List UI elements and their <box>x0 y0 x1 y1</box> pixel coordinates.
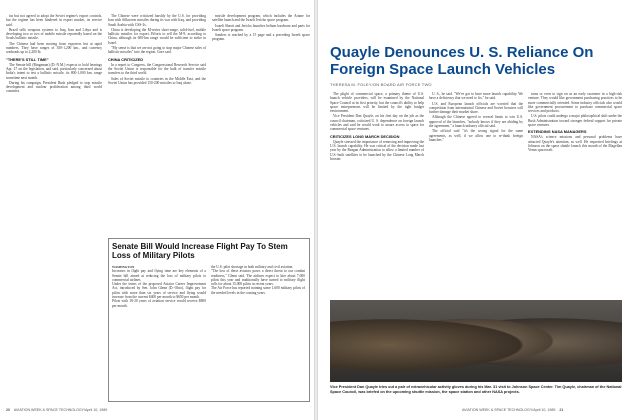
subheading: CHINA CRITICIZED <box>108 56 144 62</box>
right-page-footer <box>462 408 566 412</box>
right-column-2 <box>429 92 523 297</box>
page-number: 21 <box>559 408 564 412</box>
paragraph: Under the terms of the proposed Aviator Career Improvement Act, introduced by Sen. John Glenn (D.-Ohio), flight pay for pilots with more than six years of service and flying would increase from the current $400 per month to $650 per month. <box>112 282 206 300</box>
sidebar-story-column-1 <box>112 265 206 397</box>
left-column-3 <box>212 14 310 232</box>
photo-caption: Vice President Dan Quayle tries out a pair of extravehicular activity gloves during his Mar. 31 visit to Johnson Space Center. Tim Quayle, chairman of the National Space Council, was briefed on the upcoming shuttle mission, the space station and other NASA projects. <box>330 385 622 394</box>
left-column-1 <box>6 14 102 404</box>
paragraph: The Chinese were criticized harshly by the U.S. for providing Iran with Silkworm missiles during its war with Iraq, and providing Saudi Arabia with CSS-2s. <box>108 14 206 27</box>
right-column-3 <box>528 92 622 297</box>
publication-line: AVIATION WEEK & SPACE TECHNOLOGY/April 10, 1989 <box>13 408 108 412</box>
paragraph: "My sense is that we are not going to stop major Chinese sales of ballistic missiles" into the region, Gore said. <box>108 46 206 55</box>
paragraph: NASA's science missions and personal problems have attracted Quayle's attention, as well. He requested briefings at Johnson on the space shuttle launch this month of the Magellan Venus spacecraft. <box>528 135 622 153</box>
article-byline: THERESA M. FOLEY/ON BOARD AIR FORCE TWO <box>330 82 432 87</box>
paragraph: In a report to Congress, the Congressional Research Service said the Soviet Union is responsible for the bulk of transfer missile transfers to the third world. <box>108 62 206 76</box>
publication-line: AVIATION WEEK & SPACE TECHNOLOGY/April 10, 1989 <box>462 408 556 412</box>
right-column-1 <box>330 92 424 297</box>
paragraph: Israeli Shavit and Jericho launches helium hardware and parts for Israeli space program. <box>212 23 310 32</box>
left-page-footer <box>6 408 107 412</box>
subheading: EXTENDING NASA MANAGERS <box>528 129 587 135</box>
sidebar-story-box <box>108 238 310 402</box>
paragraph: U.S. pilots could undergo a major philosophical shift under the Bush Administration toward stronger federal support for private space ventures. <box>528 114 622 128</box>
paragraph: The plight of commercial space, a primary theme of U.S. launch vehicle providers, will be examined by the National Space Council at its first priority, but the council's ability to help space entrepreneurs will be limited by the tight budget environment. <box>330 92 424 114</box>
paragraph: "The loss of these aviators poses a direct threat to our combat readiness," Glenn said. The airlines expect to hire about 7,000 pilots this year and traditionally have turned to military flight rolls for about 15,000 pilots in recent years. <box>211 269 305 287</box>
article-headline: Quayle Denounces U. S. Reliance On Foreign Space Launch Vehicles <box>330 44 594 78</box>
subheading: "THERE'S STILL TIME" <box>6 56 49 62</box>
paragraph: Vice President Dan Quayle, on his first day on the job as the council chairman, criticized U. S. dependence on foreign launch vehicles and said he would work to assure access to space for commercial space ventures. <box>330 114 424 132</box>
paragraph: Sales of Soviet missile to countries in the Middle East, and the Soviet Union has provided 150-200 missiles to Iraq alone. <box>108 76 206 85</box>
sidebar-story-title: Senate Bill Would Increase Flight Pay To Stem Loss of Military Pilots <box>112 242 288 260</box>
paragraph: the U.S. pilot shortage in both military and civil aviation. <box>211 265 294 269</box>
paragraph: Although the Chinese agreed to several limits to win U.S. approval of the launches, "nobody knows if they are abiding by the agreement," a launch industry official said. <box>429 115 523 129</box>
paragraph: Brazil sells weapons systems to Iraq, Iran and Libya and is developing two or two of mobile missile reportedly based on the Scuds ballistic missile. <box>6 27 102 41</box>
subheading: CRITICIZES LONG MARCH DECISION <box>330 133 400 139</box>
paragraph: The Senate bill (Bingaman) (D.-N.M.) expects to hold hearings Apr. 27 on the legislation, and said, particularly concerned about India's intent to test a ballistic missile, its 800-1,000 km. range sometime next month. <box>6 62 102 80</box>
sidebar-story-column-2 <box>211 265 305 397</box>
left-column-2 <box>108 14 206 232</box>
paragraph: During his campaign, President Bush pledged to stop missile development and nuclear proliferation among third world countries. <box>6 80 102 94</box>
paragraph: China is developing the M-series short-range, solid-fuel, mobile ballistic missiles for export. Efforts to sell the M-9, according to China, although its 600-km range would be sufficient to strike in Israel. <box>108 27 206 45</box>
page-gutter <box>314 0 318 420</box>
page-number: 20 <box>6 408 10 412</box>
article-photo <box>330 300 622 382</box>
paragraph: The official said "it's the wrong signal for the same agreements, as well, if we allow one to re-think foreign launches." <box>429 129 523 142</box>
paragraph: Sanders is reached by a 15 page and a preceding Israeli space program. <box>212 33 310 42</box>
paragraph: turns or even to sign on as an early customer in a high-risk venture. They would like government purchasing practices to be more commercially oriented. Some industry officials also would like government procurement to purchase commercial space services and products. <box>528 92 622 114</box>
paragraph: The Chinese had been moving from exporters but at rapid numbers. They have ranges of 350-1,200 km., and currency warheads up to 2,200 lb. <box>6 41 102 55</box>
paragraph: U. S., he said. "We've got to have more launch capability. We have a deficiency that we need to fix," he said. <box>429 92 523 101</box>
paragraph: Pilots with 18-20 years of aviation service would receive $800 per month. <box>112 299 206 308</box>
paragraph: missile development program, which includes the Ariane for satellite launch and the Israeli Jericho space program. <box>212 14 310 23</box>
paragraph: The Air Force has reported training some 1,600 military pilots of the needed levels in the coming years. <box>211 286 305 295</box>
paragraph: Quayle stressed the importance of removing and improving the U.S. launch capability. He was critical of the decision made last year by the Reagan Administration to allow a limited number of U.S.-built satellites to be launched by the Chinese Long March booster. <box>330 139 424 161</box>
dateline: WASHINGTON <box>112 265 135 269</box>
paragraph: tus but not agreed to adopt the Soviet regime's export controls, but the regime has been hindered in export market, its service said. <box>6 14 102 27</box>
paragraph: Increases in flight pay and flying time are key elements of a Senate bill aimed at reducing the loss of military pilots to commercial airlines. <box>112 269 206 282</box>
paragraph: U.S. and European launch officials are worried that the competition from international Chinese and Soviet boosters will further damage their market share. <box>429 101 523 115</box>
